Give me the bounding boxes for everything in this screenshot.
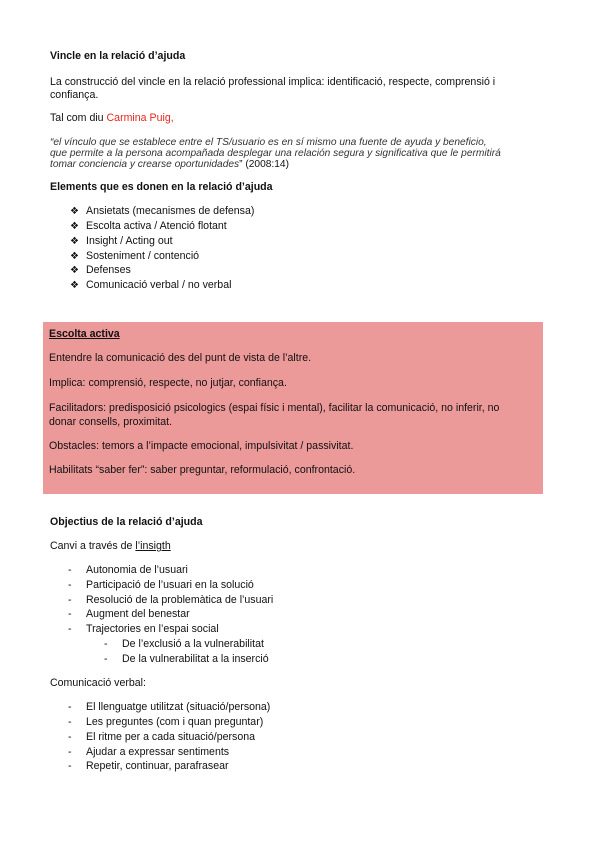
list-item-text: De l’exclusió a la vulnerabilitat	[122, 638, 264, 650]
box-line: Habilitats “saber fer”: saber preguntar, reformulació, confrontació.	[49, 464, 356, 476]
list-item	[68, 623, 219, 636]
diamond-bullet-icon: ❖	[70, 236, 79, 247]
box-line: Facilitadors: predisposició psicologics (espai físic i mental), facilitar la comunicació, no inferir, no	[49, 402, 500, 414]
diamond-bullet-icon: ❖	[70, 251, 79, 262]
quote-text-end: tomar conciencia y crearse oportunidades	[50, 159, 240, 170]
quote-reference: ” (2008:14)	[239, 159, 289, 170]
list-item-text: Trajectories en l’espai social	[86, 623, 219, 635]
citation-prefix: Tal com diu	[50, 112, 107, 124]
dash-bullet: -	[68, 716, 72, 728]
dash-bullet: -	[68, 731, 72, 743]
list-item	[68, 579, 254, 592]
objectius-intro	[50, 540, 171, 553]
list-item	[70, 235, 173, 248]
list-item	[68, 716, 263, 729]
escolta-activa-box	[43, 322, 543, 494]
list-item	[70, 220, 227, 233]
list-item	[68, 760, 229, 773]
paragraph-line-1: La construcció del vincle en la relació professional implica: identificació, respecte, comprensió i	[50, 76, 496, 88]
list-item	[68, 564, 188, 577]
dash-bullet: -	[68, 701, 72, 713]
dash-bullet: -	[68, 608, 72, 620]
list-item-text: El ritme per a cada situació/persona	[86, 731, 255, 743]
box-line: Entendre la comunicació des del punt de vista de l’altre.	[49, 352, 312, 364]
list-item-text: Resolució de la problemàtica de l’usuari	[86, 594, 274, 606]
box-line: Obstacles: temors a l’impacte emocional, impulsivitat / passivitat.	[49, 440, 354, 452]
list-item	[70, 279, 231, 292]
list-item-text: Ansietats (mecanismes de defensa)	[86, 205, 255, 217]
diamond-bullet-icon: ❖	[70, 206, 79, 217]
quote-line-3	[50, 158, 289, 171]
list-item	[68, 731, 255, 744]
list-item-text: Ajudar a expressar sentiments	[86, 746, 230, 758]
list-item-text: Autonomia de l’usuari	[86, 564, 188, 576]
list-item-text: Repetir, continuar, parafrasear	[86, 760, 229, 772]
diamond-bullet-icon: ❖	[70, 280, 79, 291]
list-item-text: De la vulnerabilitat a la inserció	[122, 653, 269, 665]
intro-prefix: Canvi a través de	[50, 540, 136, 552]
diamond-bullet-icon: ❖	[70, 221, 79, 232]
dash-bullet: -	[68, 579, 72, 591]
list-item	[70, 250, 199, 263]
list-item	[68, 701, 270, 714]
dash-bullet: -	[104, 638, 108, 650]
box-title: Escolta activa	[49, 328, 120, 340]
heading-objectius: Objectius de la relació d’ajuda	[50, 516, 203, 528]
box-line: Implica: comprensió, respecte, no jutjar, confiança.	[49, 377, 287, 389]
dash-bullet: -	[104, 653, 108, 665]
sub-list-item	[104, 638, 264, 651]
list-item-text: El llenguatge utilitzat (situació/persona)	[86, 701, 271, 713]
heading-elements: Elements que es donen en la relació d’ajuda	[50, 181, 273, 193]
quote-line-1: “el vínculo que se establece entre el TS/usuario es en sí mismo una fuente de ayuda y beneficio,	[50, 137, 487, 148]
list-item-text: Participació de l’usuari en la solució	[86, 579, 254, 591]
quote-line-2: que permite a la persona acompañada desplegar una relación segura y significativa que le permitirá	[50, 148, 501, 159]
dash-bullet: -	[68, 746, 72, 758]
dash-bullet: -	[68, 760, 72, 772]
list-item	[68, 594, 273, 607]
box-line: donar consells, proximitat.	[49, 416, 173, 428]
citation-author: Carmina Puig,	[106, 112, 174, 124]
list-item-text: Insight / Acting out	[86, 235, 173, 247]
heading-comunicacio-verbal: Comunicació verbal:	[50, 677, 146, 689]
sub-list-item	[104, 653, 269, 666]
dash-bullet: -	[68, 623, 72, 635]
list-item-text: Les preguntes (com i quan preguntar)	[86, 716, 264, 728]
list-item-text: Comunicació verbal / no verbal	[86, 279, 232, 291]
list-item	[68, 608, 190, 621]
list-item	[70, 264, 131, 277]
paragraph-line-2: confiança.	[50, 89, 99, 101]
list-item	[70, 205, 254, 218]
dash-bullet: -	[68, 564, 72, 576]
list-item-text: Escolta activa / Atenció flotant	[86, 220, 227, 232]
heading-vincle: Vincle en la relació d’ajuda	[50, 50, 186, 62]
list-item-text: Augment del benestar	[86, 608, 190, 620]
dash-bullet: -	[68, 594, 72, 606]
list-item-text: Sosteniment / contenció	[86, 250, 200, 262]
insight-term: l’insigth	[135, 540, 171, 552]
list-item	[68, 746, 229, 759]
diamond-bullet-icon: ❖	[70, 265, 79, 276]
citation-line	[50, 112, 174, 125]
list-item-text: Defenses	[86, 264, 131, 276]
